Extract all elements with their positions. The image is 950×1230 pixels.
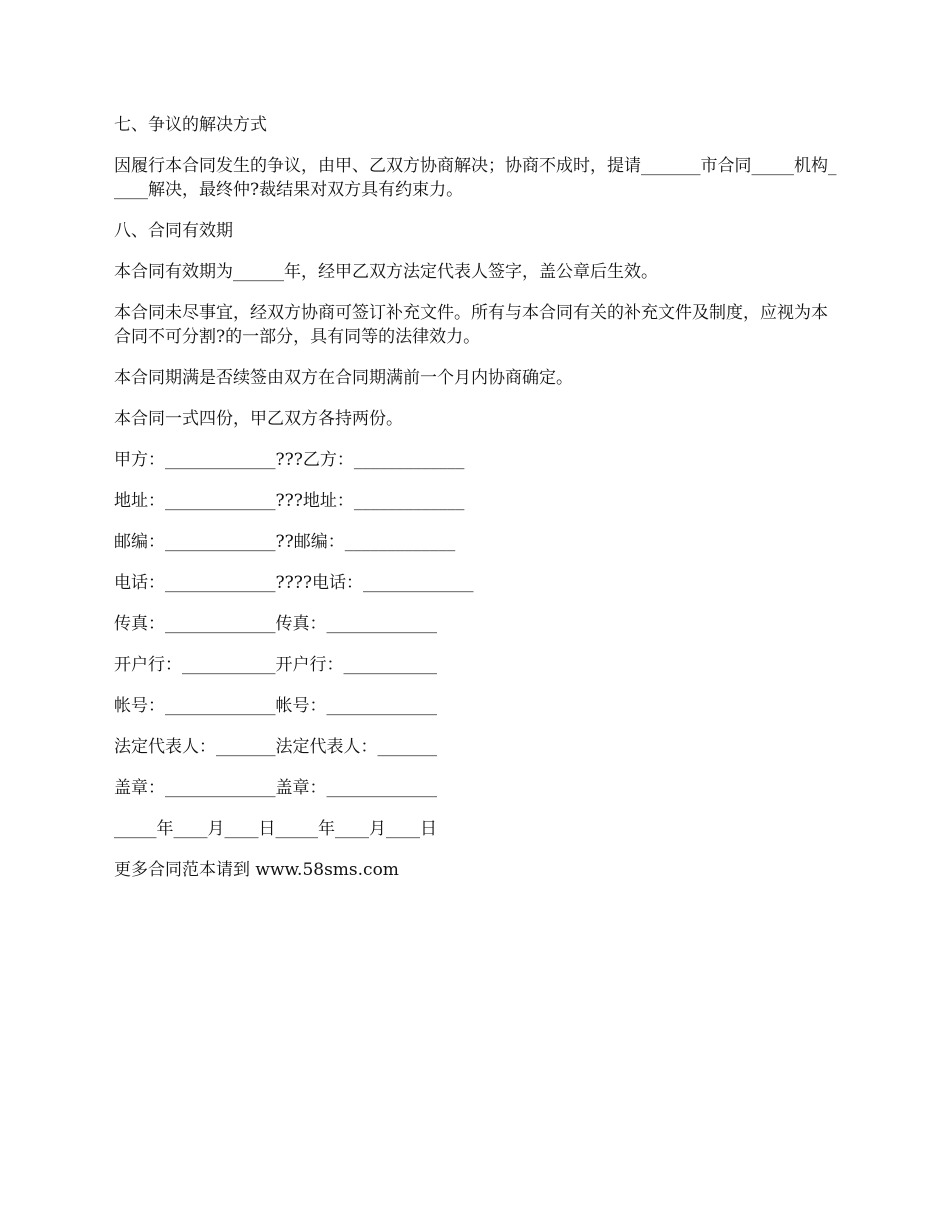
signature-line-date: _____年____月____日_____年____月____日 [114, 819, 437, 839]
signature-line-representative: 法定代表人：_______法定代表人：_______ [114, 737, 437, 757]
signature-line-seal: 盖章：_____________盖章：_____________ [114, 778, 437, 798]
signature-line-postcode: 邮编：_____________??邮编：_____________ [114, 532, 456, 552]
contract-page [114, 113, 844, 882]
signature-line-phone: 电话：_____________????电话：_____________ [114, 573, 474, 593]
footer-link[interactable]: 更多合同范本请到 www.58sms.com [114, 860, 399, 880]
signature-line-fax: 传真：_____________传真：_____________ [114, 614, 437, 634]
copies-sentence: 本合同一式四份，甲乙双方各持两份。 [114, 409, 403, 429]
validity-sentence: 本合同有效期为______年，经甲乙双方法定代表人签字，盖公章后生效。 [114, 262, 658, 282]
section-7-heading: 七、争议的解决方式 [114, 115, 267, 135]
signature-line-address: 地址：_____________???地址：_____________ [114, 491, 465, 511]
section-8-heading: 八、合同有效期 [114, 221, 233, 241]
section-7-body: 因履行本合同发生的争议，由甲、乙双方协商解决；协商不成时，提请_______市合同_____机构_____解决，最终仲?裁结果对双方具有约束力。 [114, 156, 837, 200]
supplement-sentence: 本合同未尽事宜，经双方协商可签订补充文件。所有与本合同有关的补充文件及制度，应视为本合同不可分割?的一部分，具有同等的法律效力。 [114, 303, 828, 347]
signature-line-account: 帐号：_____________帐号：_____________ [114, 696, 437, 716]
renewal-sentence: 本合同期满是否续签由双方在合同期满前一个月内协商确定。 [114, 368, 573, 388]
signature-line-party: 甲方：_____________???乙方：_____________ [114, 450, 465, 470]
signature-line-bank: 开户行：___________开户行：___________ [114, 655, 437, 675]
